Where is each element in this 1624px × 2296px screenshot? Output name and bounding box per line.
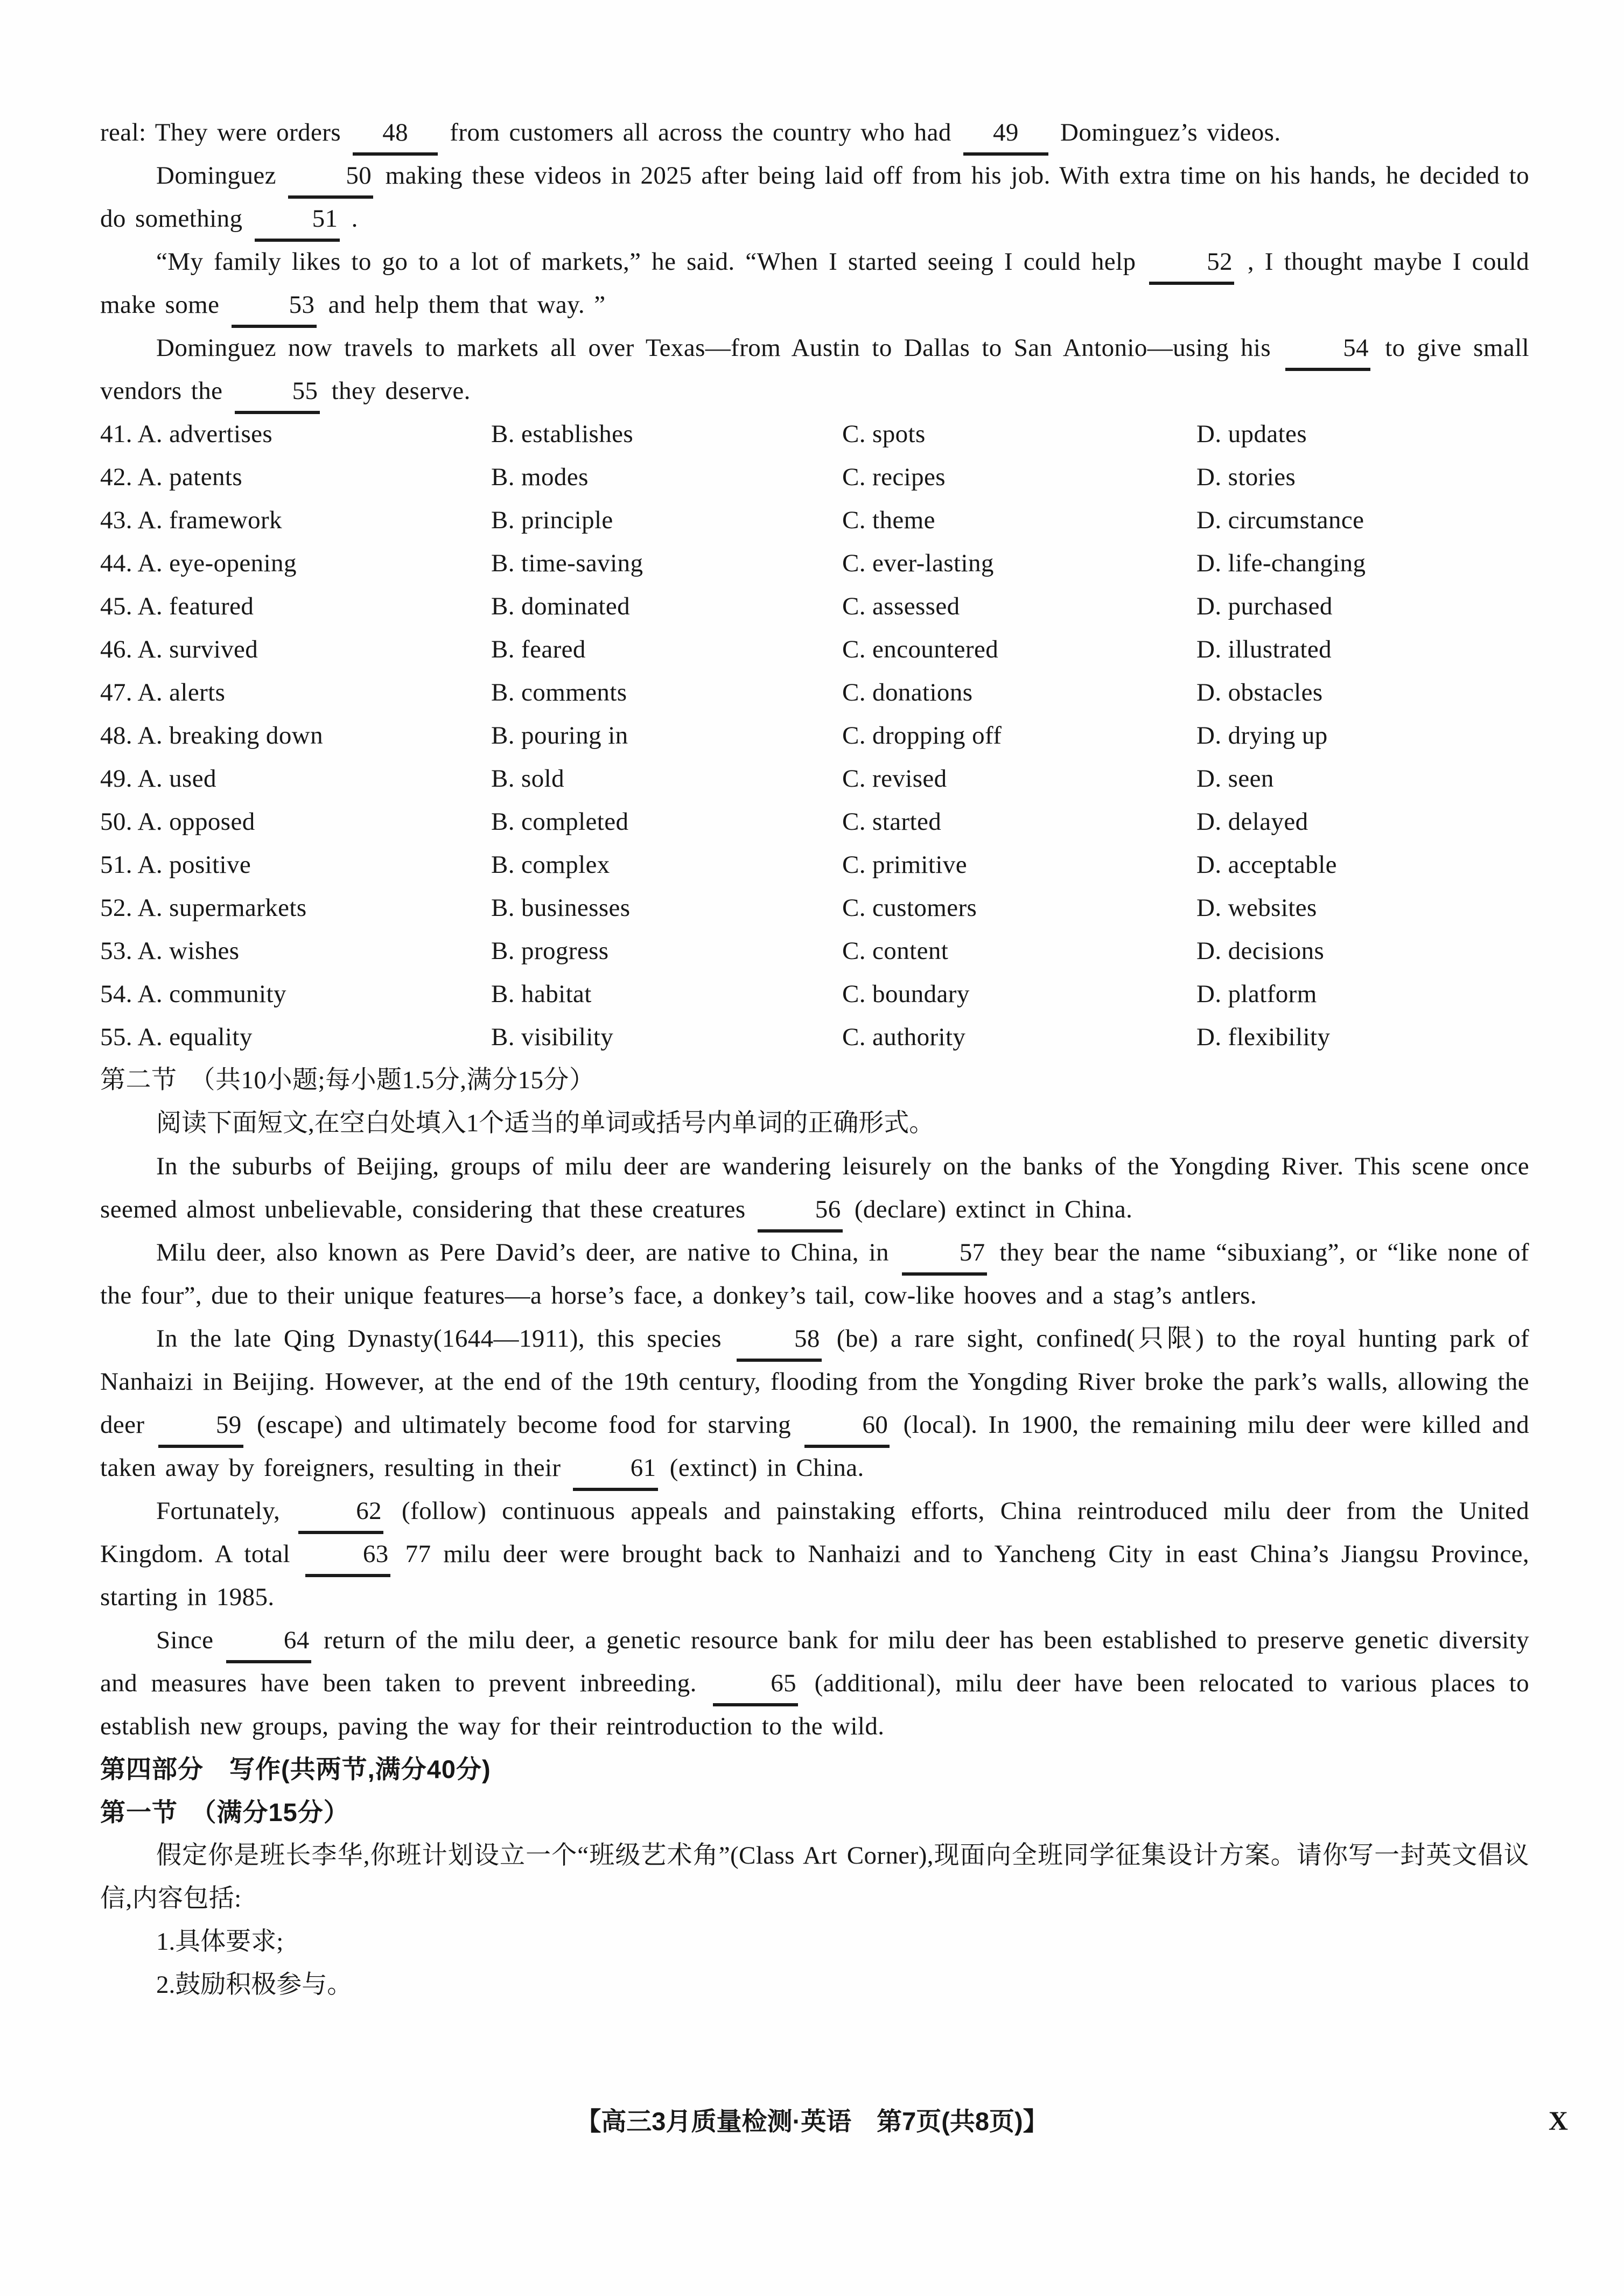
option-cell-C: C. content bbox=[842, 937, 949, 965]
option-row-47 bbox=[100, 671, 1529, 714]
option-cell-A: 50. A. opposed bbox=[100, 808, 255, 836]
option-cell-A: 46. A. survived bbox=[100, 635, 258, 663]
option-cell-A: 54. A. community bbox=[100, 980, 286, 1008]
section2-instruction: 阅读下面短文,在空白处填入1个适当的单词或括号内单词的正确形式。 bbox=[156, 1109, 935, 1137]
blank-52: 52 bbox=[1151, 240, 1233, 283]
option-cell-D: D. circumstance bbox=[1196, 506, 1364, 534]
option-cell-D: D. illustrated bbox=[1196, 635, 1332, 663]
option-cell-B: B. visibility bbox=[491, 1023, 614, 1051]
option-cell-D: D. updates bbox=[1196, 420, 1307, 448]
blank-50: 50 bbox=[290, 154, 372, 197]
option-cell-D: D. drying up bbox=[1196, 722, 1328, 750]
option-cell-A: 44. A. eye-opening bbox=[100, 549, 297, 577]
option-cell-B: B. feared bbox=[491, 635, 586, 663]
cloze-paragraph-2: Dominguez 50 making these videos in 2025 after being laid off from his job. With extra time on his hands, he decided to do something 51 . bbox=[100, 154, 1529, 240]
option-cell-D: D. life-changing bbox=[1196, 549, 1366, 577]
blank-49: 49 bbox=[965, 111, 1047, 154]
option-row-50 bbox=[100, 800, 1529, 843]
option-cell-B: B. dominated bbox=[491, 592, 631, 620]
option-cell-C: C. spots bbox=[842, 420, 926, 448]
option-cell-D: D. platform bbox=[1196, 980, 1317, 1008]
option-cell-C: C. started bbox=[842, 808, 942, 836]
blank-57: 57 bbox=[904, 1231, 985, 1274]
option-cell-A: 55. A. equality bbox=[100, 1023, 253, 1051]
page-footer bbox=[0, 2100, 1624, 2143]
blank-51: 51 bbox=[256, 197, 338, 240]
option-cell-A: 51. A. positive bbox=[100, 851, 251, 879]
option-cell-A: 45. A. featured bbox=[100, 592, 254, 620]
writing-section bbox=[100, 1748, 1529, 2006]
option-cell-C: C. recipes bbox=[842, 463, 946, 491]
option-row-41 bbox=[100, 412, 1529, 456]
section2-heading: 第二节 （共10小题;每小题1.5分,满分15分） bbox=[100, 1066, 595, 1094]
option-row-43 bbox=[100, 499, 1529, 542]
option-cell-C: C. theme bbox=[842, 506, 935, 534]
option-cell-B: B. time-saving bbox=[491, 549, 643, 577]
option-cell-A: 53. A. wishes bbox=[100, 937, 240, 965]
option-cell-C: C. assessed bbox=[842, 592, 960, 620]
blank-54: 54 bbox=[1287, 326, 1369, 369]
option-cell-A: 52. A. supermarkets bbox=[100, 894, 307, 922]
option-cell-B: B. comments bbox=[491, 678, 627, 706]
option-cell-D: D. delayed bbox=[1196, 808, 1308, 836]
blank-63: 63 bbox=[307, 1532, 389, 1576]
grammar-fill-paragraph-4: Fortunately, 62 (follow) continuous appeals and painstaking efforts, China reintroduced milu deer from the United Kingdom. A total 63 77 milu deer were brought back to Nanhaizi and to Yancheng City in east China’s Jiangsu Province, starting in 1985. bbox=[100, 1489, 1529, 1619]
cloze-paragraph-3: “My family likes to go to a lot of markets,” he said. “When I started seeing I could help 52 , I thought maybe I could make some 53 and help them that way. ” bbox=[100, 240, 1529, 326]
option-cell-B: B. completed bbox=[491, 808, 629, 836]
option-cell-C: C. primitive bbox=[842, 851, 967, 879]
option-row-49 bbox=[100, 757, 1529, 800]
writing-point-1: 1.具体要求; bbox=[156, 1928, 284, 1956]
option-cell-B: B. progress bbox=[491, 937, 609, 965]
blank-53: 53 bbox=[233, 283, 315, 326]
option-cell-D: D. stories bbox=[1196, 463, 1296, 491]
grammar-fill-section bbox=[100, 1059, 1529, 1748]
blank-61: 61 bbox=[575, 1446, 656, 1489]
option-row-42 bbox=[100, 456, 1529, 499]
blank-56: 56 bbox=[759, 1188, 841, 1231]
option-cell-A: 41. A. advertises bbox=[100, 420, 273, 448]
blank-65: 65 bbox=[715, 1662, 796, 1705]
part4-heading: 第四部分 写作(共两节,满分40分) bbox=[100, 1755, 491, 1783]
grammar-fill-paragraph-2: Milu deer, also known as Pere David’s deer, are native to China, in 57 they bear the name “sibuxiang”, or “like none of the four”, due to their unique features—a horse’s face, a donkey’s tail, cow-like hooves and a stag’s antlers. bbox=[100, 1231, 1529, 1317]
option-row-52 bbox=[100, 886, 1529, 929]
grammar-fill-paragraph-5: Since 64 return of the milu deer, a genetic resource bank for milu deer has been established to preserve genetic diversity and measures have been taken to prevent inbreeding. 65 (additional), milu deer have been relocated to various places to establish new groups, paving the way for their reintroduction to the wild. bbox=[100, 1619, 1529, 1748]
option-cell-B: B. principle bbox=[491, 506, 613, 534]
blank-64: 64 bbox=[228, 1619, 310, 1662]
option-row-54 bbox=[100, 972, 1529, 1016]
option-cell-B: B. pouring in bbox=[491, 722, 628, 750]
option-cell-C: C. customers bbox=[842, 894, 977, 922]
page-content bbox=[100, 111, 1529, 2006]
option-row-51 bbox=[100, 843, 1529, 886]
grammar-fill-passage bbox=[100, 1145, 1529, 1748]
option-cell-D: D. obstacles bbox=[1196, 678, 1323, 706]
option-cell-D: D. purchased bbox=[1196, 592, 1333, 620]
option-cell-D: D. decisions bbox=[1196, 937, 1325, 965]
option-cell-C: C. authority bbox=[842, 1023, 966, 1051]
blank-58: 58 bbox=[738, 1317, 820, 1360]
cloze-paragraph-1: real: They were orders 48 from customers all across the country who had 49 Dominguez’s videos. bbox=[100, 111, 1529, 154]
option-cell-D: D. seen bbox=[1196, 765, 1274, 793]
option-cell-C: C. encountered bbox=[842, 635, 999, 663]
option-row-53 bbox=[100, 929, 1529, 972]
blank-59: 59 bbox=[160, 1403, 242, 1446]
option-cell-A: 43. A. framework bbox=[100, 506, 282, 534]
option-cell-B: B. sold bbox=[491, 765, 564, 793]
option-cell-C: C. donations bbox=[842, 678, 973, 706]
option-cell-C: C. revised bbox=[842, 765, 947, 793]
option-cell-D: D. websites bbox=[1196, 894, 1317, 922]
cloze-options-table bbox=[100, 412, 1529, 1059]
grammar-fill-paragraph-3: In the late Qing Dynasty(1644—1911), this species 58 (be) a rare sight, confined(只限) to the royal hunting park of Nanhaizi in Beijing. However, at the end of the 19th century, flooding from the Yongding River broke the park’s walls, allowing the deer 59 (escape) and ultimately become food for starving 60 (local). In 1900, the remaining milu deer were killed and taken away by foreigners, resulting in their 61 (extinct) in China. bbox=[100, 1317, 1529, 1489]
option-cell-B: B. habitat bbox=[491, 980, 592, 1008]
blank-62: 62 bbox=[300, 1489, 382, 1532]
option-cell-C: C. ever-lasting bbox=[842, 549, 994, 577]
blank-55: 55 bbox=[236, 369, 318, 412]
corner-mark: X bbox=[1548, 2105, 1568, 2136]
option-row-45 bbox=[100, 585, 1529, 628]
part4-subheading: 第一节 （满分15分） bbox=[100, 1798, 349, 1826]
footer-text: 【高三3月质量检测·英语 第7页(共8页)】 bbox=[576, 2107, 1048, 2136]
option-cell-A: 49. A. used bbox=[100, 765, 216, 793]
blank-48: 48 bbox=[354, 111, 436, 154]
option-cell-C: C. dropping off bbox=[842, 722, 1002, 750]
cloze-paragraph-4: Dominguez now travels to markets all over Texas—from Austin to Dallas to San Antonio—using his 54 to give small vendors the 55 they deserve. bbox=[100, 326, 1529, 412]
writing-point-2: 2.鼓励积极参与。 bbox=[156, 1971, 353, 1999]
option-row-44 bbox=[100, 542, 1529, 585]
option-row-55 bbox=[100, 1016, 1529, 1059]
option-cell-B: B. complex bbox=[491, 851, 610, 879]
option-cell-C: C. boundary bbox=[842, 980, 970, 1008]
cloze-section bbox=[100, 111, 1529, 1059]
cloze-passage bbox=[100, 111, 1529, 412]
writing-intro: 假定你是班长李华,你班计划设立一个“班级艺术角”(Class Art Corner),现面向全班同学征集设计方案。请你写一封英文倡议信,内容包括: bbox=[100, 1842, 1529, 1913]
option-cell-A: 48. A. breaking down bbox=[100, 722, 323, 750]
option-cell-A: 47. A. alerts bbox=[100, 678, 226, 706]
option-row-46 bbox=[100, 628, 1529, 671]
grammar-fill-paragraph-1: In the suburbs of Beijing, groups of milu deer are wandering leisurely on the banks of the Yongding River. This scene once seemed almost unbelievable, considering that these creatures 56 (declare) extinct in China. bbox=[100, 1145, 1529, 1231]
option-cell-B: B. businesses bbox=[491, 894, 631, 922]
option-cell-B: B. establishes bbox=[491, 420, 634, 448]
blank-60: 60 bbox=[806, 1403, 888, 1446]
option-cell-A: 42. A. patents bbox=[100, 463, 243, 491]
option-cell-D: D. acceptable bbox=[1196, 851, 1337, 879]
option-row-48 bbox=[100, 714, 1529, 757]
option-cell-B: B. modes bbox=[491, 463, 589, 491]
option-cell-D: D. flexibility bbox=[1196, 1023, 1331, 1051]
